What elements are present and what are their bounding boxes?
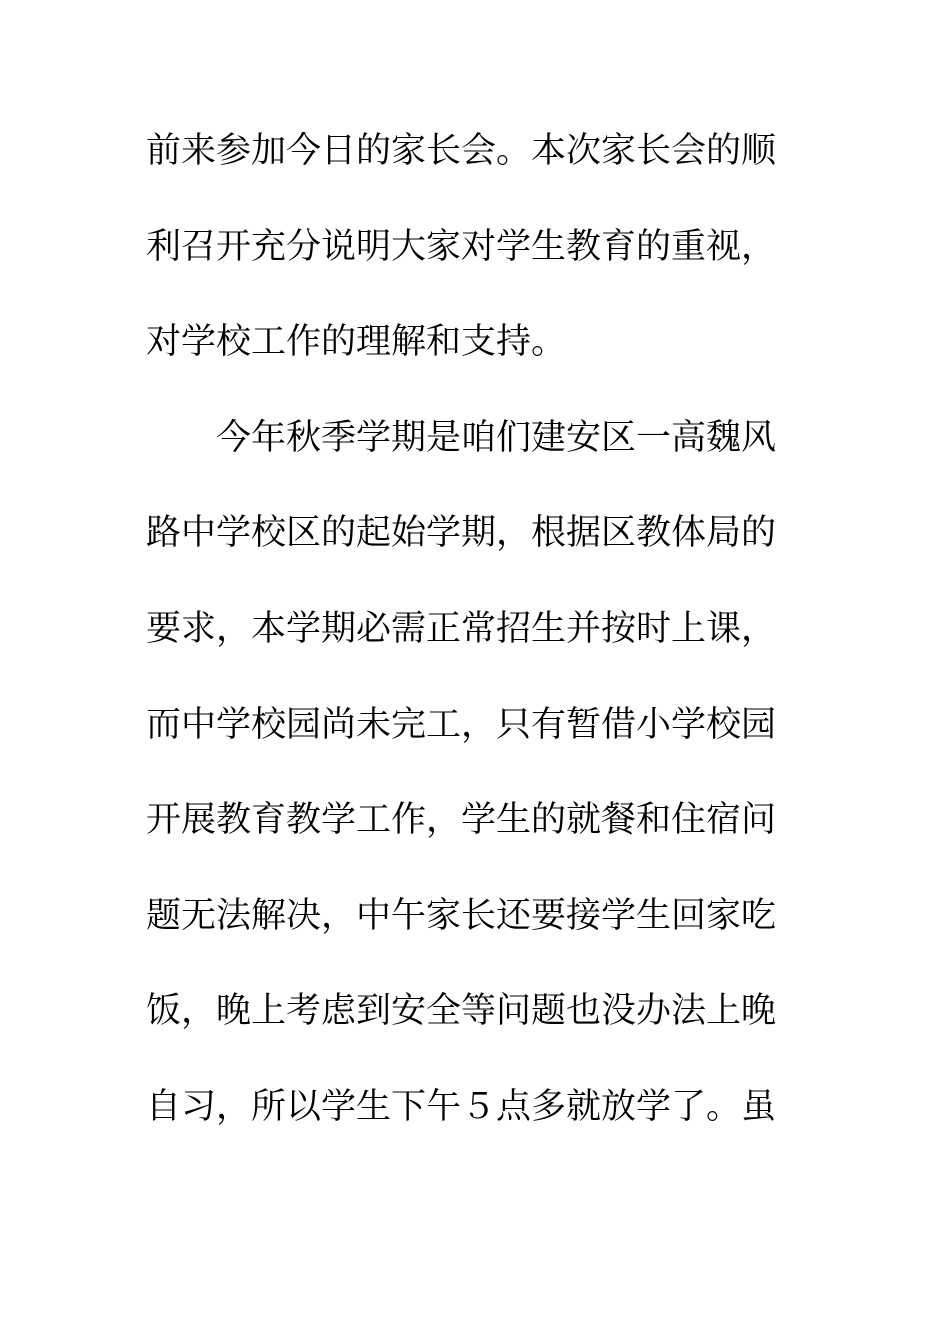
text-line: 开展教育教学工作，学生的就餐和住宿问 [146,800,777,841]
text-line: 前来参加今日的家长会。本次家长会的顺 [146,131,777,171]
text-line-indented: 今年秋季学期是咱们建安区一高魏风 [216,417,777,458]
document-body [146,126,806,1178]
text-line: 路中学校区的起始学期，根据区教体局的 [146,513,777,554]
text-line: 自习，所以学生下午５点多就放学了。虽 [146,1086,777,1127]
text-line: 饭，晚上考虑到安全等问题也没办法上晚 [146,991,777,1032]
text-line: 对学校工作的理解和支持。 [146,322,567,363]
text-line: 要求，本学期必需正常招生并按时上课， [146,608,777,649]
paragraph-1 [146,126,806,367]
text-line: 题无法解决，中午家长还要接学生回家吃 [146,895,777,936]
paragraph-2 [146,413,806,1132]
text-line: 利召开充分说明大家对学生教育的重视， [146,226,777,267]
text-line: 而中学校园尚未完工，只有暂借小学校园 [146,704,777,745]
